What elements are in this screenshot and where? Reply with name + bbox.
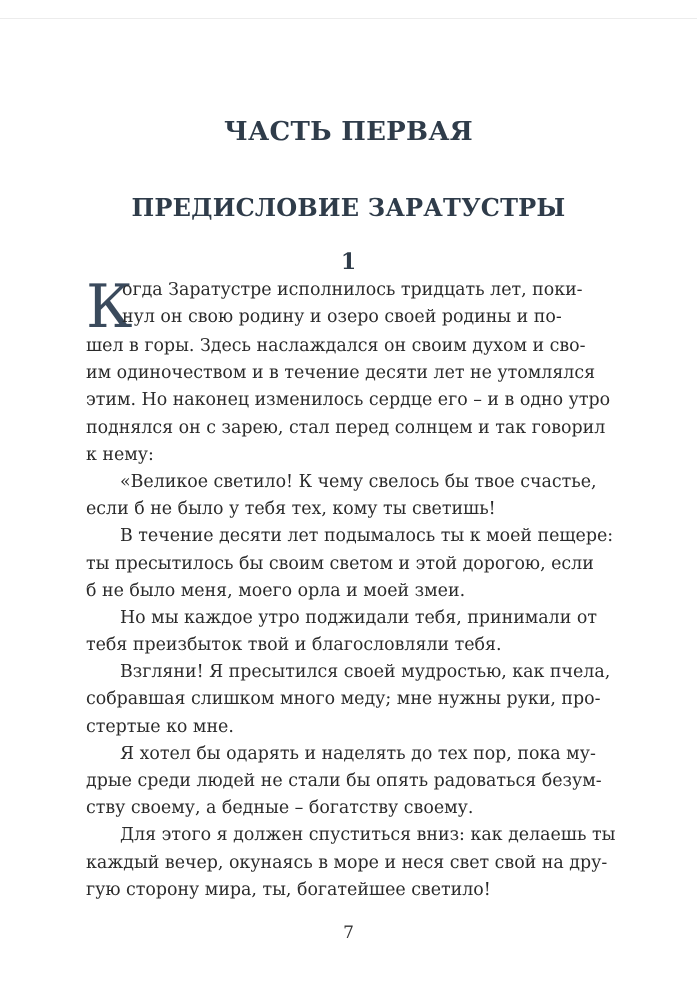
text-line: нул он свою родину и озеро своей родины и по- xyxy=(122,307,562,328)
text-line: ты пресытилось бы своим светом и этой дорогою, если xyxy=(86,553,594,574)
text-line: шел в горы. Здесь наслаждался он своим духом и сво- xyxy=(86,336,586,356)
page-number: 7 xyxy=(343,923,354,943)
chapter-number: 1 xyxy=(340,249,357,275)
text-line: к нему: xyxy=(86,444,154,465)
text-line: гую сторону мира, ты, богатейшее светило! xyxy=(86,879,491,900)
text-line: собравшая слишком много меду; мне нужны руки, про- xyxy=(86,689,601,710)
text-line: Но мы каждое утро поджидали тебя, принимали от xyxy=(120,607,597,628)
opening-paragraph-start xyxy=(86,272,614,342)
text-line: Для этого я должен спуститься вниз: как делаешь ты xyxy=(120,825,616,846)
text-line: если б не было у тебя тех, кому ты светишь! xyxy=(86,499,496,520)
section-title: ПРЕДИСЛОВИЕ ЗАРАТУСТРЫ xyxy=(131,193,566,222)
text-line: поднялся он с зарею, стал перед солнцем и так говорил xyxy=(86,417,606,438)
text-line: Взгляни! Я пресытился своей мудростью, как пчела, xyxy=(120,662,611,683)
text-line: ству своему, а бедные – богатству своему. xyxy=(86,798,474,819)
text-line: В течение десяти лет подымалось ты к моей пещере: xyxy=(120,526,614,547)
text-line: тебя преизбыток твой и благословляли тебя. xyxy=(86,635,502,656)
text-line: им одиночеством и в течение десяти лет не утомлялся xyxy=(86,363,596,384)
text-line: стертые ко мне. xyxy=(86,716,234,737)
text-line: этим. Но наконец изменилось сердце его – и в одно утро xyxy=(86,390,611,411)
text-line: б не было меня, моего орла и моей змеи. xyxy=(86,580,466,601)
part-title: ЧАСТЬ ПЕРВАЯ xyxy=(223,117,474,147)
text-line: «Великое светило! К чему свелось бы твое счастье, xyxy=(120,471,597,492)
drop-cap-letter: К xyxy=(86,272,133,342)
text-line: огда Заратустре исполнилось тридцать лет, поки- xyxy=(122,280,583,300)
text-line: дрые среди людей не стали бы опять радоваться безум- xyxy=(86,771,602,791)
top-divider xyxy=(0,18,697,19)
text-line: каждый вечер, окунаясь в море и неся свет свой на дру- xyxy=(86,852,608,873)
text-line: Я хотел бы одарять и наделять до тех пор, пока му- xyxy=(120,743,596,764)
chapter-body xyxy=(86,272,616,904)
